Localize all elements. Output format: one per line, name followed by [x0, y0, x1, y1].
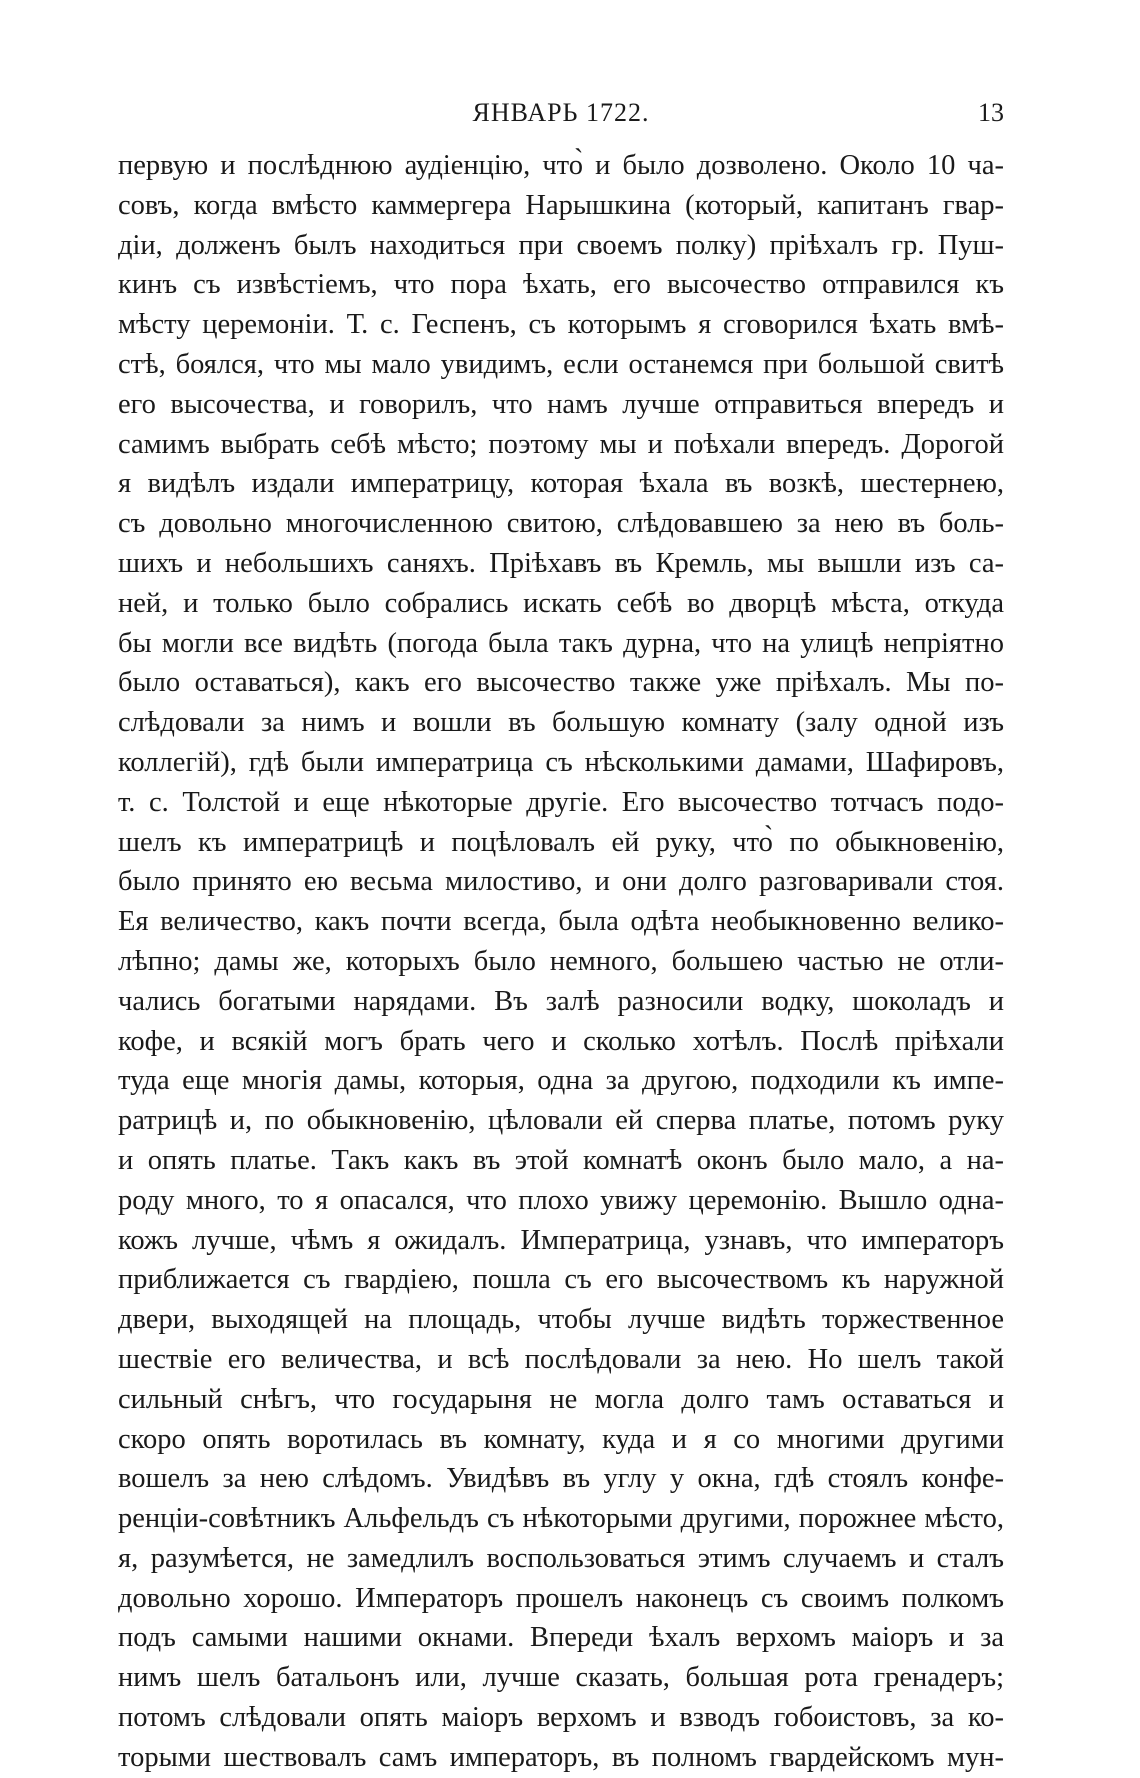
text-line: ратрицѣ и, по обыкновенію, цѣловали ей сперва платье, потомъ руку	[118, 1105, 1004, 1137]
text-line: мѣсту церемоніи. Т. с. Геспенъ, съ которымъ я сговорился ѣхать вмѣ-	[118, 309, 1004, 341]
page-number: 13	[978, 98, 1004, 127]
text-line: приближается съ гвардіею, пошла съ его высочествомъ къ наружной	[118, 1264, 1004, 1296]
text-line: нимъ шелъ батальонъ или, лучше сказать, большая рота гренадеръ;	[118, 1662, 1004, 1694]
text-line: роду много, то я опасался, что плохо увижу церемонію. Вышло одна-	[118, 1184, 1004, 1216]
text-line: кинъ съ извѣстіемъ, что пора ѣхать, его высочество отправился къ	[118, 269, 1004, 301]
text-line: подъ самыми нашими окнами. Впереди ѣхалъ верхомъ маіоръ и за	[118, 1622, 1004, 1654]
text-line: ней, и только было собрались искать себѣ во дворцѣ мѣста, откуда	[118, 587, 1004, 619]
text-line: Ея величество, какъ почти всегда, была одѣта необыкновенно велико-	[118, 906, 1004, 938]
text-line: кожъ лучше, чѣмъ я ожидалъ. Императрица, узнавъ, что императоръ	[118, 1224, 1004, 1256]
page-header	[118, 98, 1004, 132]
text-line: бы могли все видѣть (погода была такъ дурна, что на улицѣ непріятно	[118, 627, 1004, 659]
text-line: шествіе его величества, и всѣ послѣдовали за нею. Но шелъ такой	[118, 1343, 1004, 1375]
text-line: потомъ слѣдовали опять маіоръ верхомъ и взводъ гобоистовъ, за ко-	[118, 1702, 1004, 1734]
text-line: было принято ею весьма милостиво, и они долго разговаривали стоя.	[118, 866, 1004, 898]
running-title: ЯНВАРЬ 1722.	[472, 98, 650, 127]
body-text	[118, 146, 1004, 1778]
text-line: шелъ къ императрицѣ и поцѣловалъ ей руку, что̀ по обыкновенію,	[118, 826, 1004, 858]
text-line: т. с. Толстой и еще нѣкоторые другіе. Его высочество тотчасъ подо-	[118, 786, 1004, 818]
text-line: двери, выходящей на площадь, чтобы лучше видѣть торжественное	[118, 1304, 1004, 1336]
text-line: лѣпно; дамы же, которыхъ было немного, большею частью не отли-	[118, 945, 1004, 977]
text-line: туда еще многія дамы, которыя, одна за другою, подходили къ импе-	[118, 1065, 1004, 1097]
text-line: торыми шествовалъ самъ императоръ, въ полномъ гвардейскомъ мун-	[118, 1741, 1004, 1773]
text-line: чались богатыми нарядами. Въ залѣ разносили водку, шоколадъ и	[118, 985, 1004, 1017]
text-line: было оставаться), какъ его высочество также уже пріѣхалъ. Мы по-	[118, 667, 1004, 699]
text-line: я видѣлъ издали императрицу, которая ѣхала въ возкѣ, шестернею,	[118, 468, 1004, 500]
text-line: первую и послѣднюю аудіенцію, что̀ и было дозволено. Около 10 ча-	[118, 150, 1004, 181]
text-line: совъ, когда вмѣсто каммергера Нарышкина (который, капитанъ гвар-	[118, 189, 1004, 221]
text-line: стѣ, боялся, что мы мало увидимъ, если останемся при большой свитѣ	[118, 348, 1004, 380]
text-line: съ довольно многочисленною свитою, слѣдовавшею за нею въ боль-	[118, 508, 1004, 540]
text-line: коллегій), гдѣ были императрица съ нѣсколькими дамами, Шафировъ,	[118, 746, 1004, 778]
text-line: я, разумѣется, не замедлилъ воспользоваться этимъ случаемъ и сталъ	[118, 1542, 1004, 1574]
text-line: довольно хорошо. Императоръ прошелъ наконецъ съ своимъ полкомъ	[118, 1582, 1004, 1614]
text-line: шихъ и небольшихъ саняхъ. Пріѣхавъ въ Кремль, мы вышли изъ са-	[118, 547, 1004, 579]
text-line: сильный снѣгъ, что государыня не могла долго тамъ оставаться и	[118, 1383, 1004, 1415]
text-line: кофе, и всякій могъ брать чего и сколько хотѣлъ. Послѣ пріѣхали	[118, 1025, 1004, 1057]
text-line: и опять платье. Такъ какъ въ этой комнатѣ оконъ было мало, а на-	[118, 1144, 1004, 1176]
text-line: самимъ выбрать себѣ мѣсто; поэтому мы и поѣхали впередъ. Дорогой	[118, 428, 1004, 460]
text-line: слѣдовали за нимъ и вошли въ большую комнату (залу одной изъ	[118, 707, 1004, 739]
text-line: вошелъ за нею слѣдомъ. Увидѣвъ въ углу у окна, гдѣ стоялъ конфе-	[118, 1463, 1004, 1495]
text-line: ренціи-совѣтникъ Альфельдъ съ нѣкоторыми другими, порожнее мѣсто,	[118, 1503, 1004, 1535]
text-line: его высочества, и говорилъ, что намъ лучше отправиться впередъ и	[118, 388, 1004, 420]
text-line: діи, долженъ былъ находиться при своемъ полку) пріѣхалъ гр. Пуш-	[118, 229, 1004, 261]
text-line: скоро опять воротилась въ комнату, куда и я со многими другими	[118, 1423, 1004, 1455]
